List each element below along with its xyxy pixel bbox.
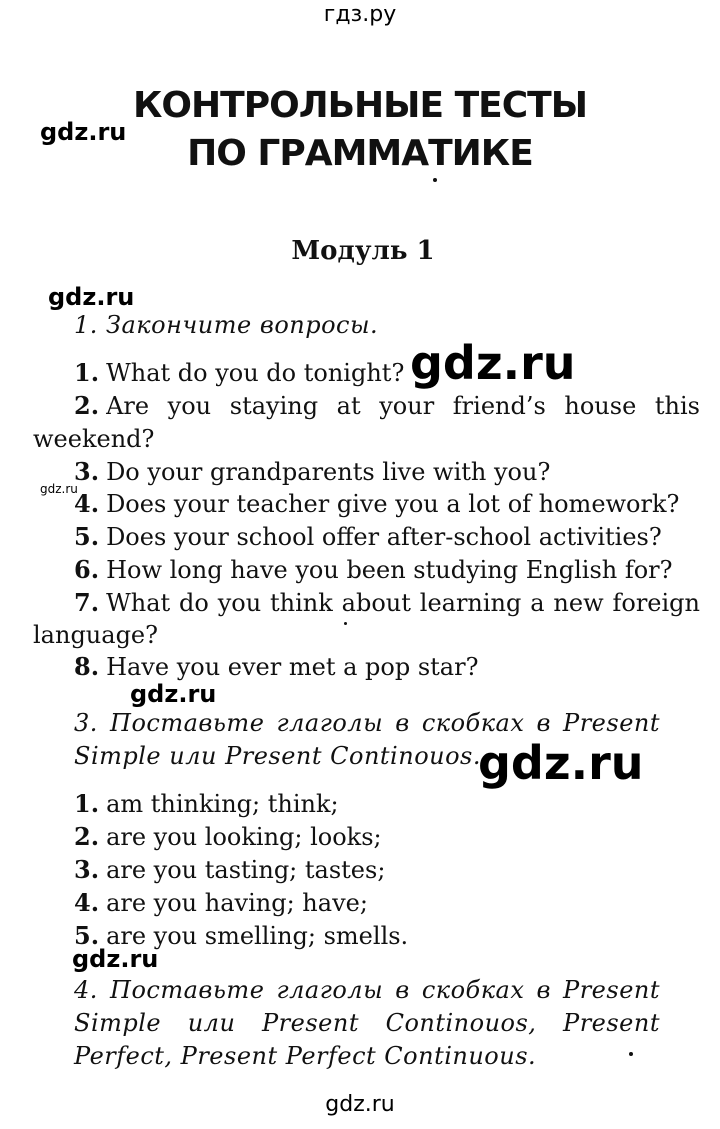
- module-heading: Модуль 1: [291, 236, 435, 266]
- task1-item-2: 2. Are you staying at your friend’s house this: [74, 391, 700, 420]
- task3-item-3: 3. are you tasting; tastes;: [74, 855, 386, 884]
- watermark-task3: gdz.ru: [130, 680, 217, 708]
- task1-item-5: 5. Does your school offer after-school activities?: [74, 522, 662, 551]
- speck: [344, 622, 347, 625]
- task3-item-2: 2. are you looking; looks;: [74, 822, 382, 851]
- task3-item-5: 5. are you smelling; smells.: [74, 921, 409, 950]
- task3-item-4: 4. are you having; have;: [74, 888, 368, 917]
- watermark-large-2: gdz.ru: [478, 736, 644, 790]
- task1-item-3: 3. Do your grandparents live with you?: [74, 457, 551, 486]
- watermark-task4: gdz.ru: [72, 945, 159, 973]
- task3-heading-line-2: Simple или Present Continouos.: [74, 742, 481, 770]
- task4-heading-line-2: Simple или Present Continouos, Present: [74, 1009, 660, 1037]
- task3-item-1: 1. am thinking; think;: [74, 789, 339, 818]
- speck: [433, 178, 437, 182]
- page-title: [0, 82, 720, 178]
- watermark-bottom: gdz.ru: [325, 1092, 395, 1117]
- speck: [629, 1052, 633, 1056]
- task1-item-6: 6. How long have you been studying English for?: [74, 555, 673, 584]
- task1-item-8: 8. Have you ever met a pop star?: [74, 652, 479, 681]
- watermark-large-1: gdz.ru: [410, 336, 576, 390]
- task1-item-7-cont: language?: [33, 621, 159, 649]
- watermark-module: gdz.ru: [48, 283, 135, 311]
- task1-item-7: 7. What do you think about learning a new foreign: [74, 588, 700, 617]
- title-line-1: КОНТРОЛЬНЫЕ ТЕСТЫ: [132, 85, 588, 126]
- watermark-side: gdz.ru: [40, 118, 127, 146]
- watermark-top: гдз.ру: [323, 2, 397, 27]
- watermark-small: gdz.ru: [40, 482, 78, 496]
- task3-heading-line-1: 3. Поставьте глаголы в скобках в Present: [74, 709, 660, 737]
- task1-heading: 1. Закончите вопросы.: [74, 311, 379, 339]
- title-line-2: ПО ГРАММАТИКЕ: [187, 133, 533, 174]
- task1-item-1: 1. What do you do tonight?: [74, 358, 405, 387]
- task4-heading-line-1: 4. Поставьте глаголы в скобках в Present: [74, 976, 660, 1004]
- task1-item-2-cont: weekend?: [33, 425, 155, 453]
- task1-item-4: 4. Does your teacher give you a lot of homework?: [74, 489, 680, 518]
- task4-heading-line-3: Perfect, Present Perfect Continuous.: [74, 1042, 537, 1070]
